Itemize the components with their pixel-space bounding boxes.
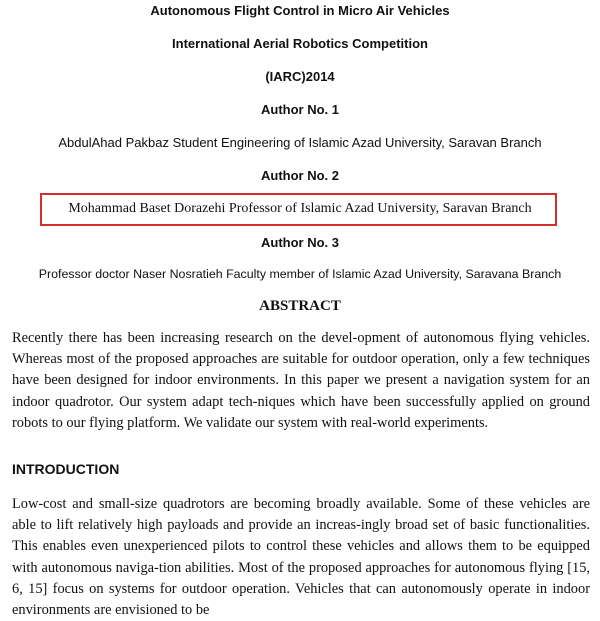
abstract-text: Recently there has been increasing research on the devel-opment of autonomous flying vehicles. Whereas most of the proposed approaches are suitable for outdoor operation, only a few techniques have been designed for indoor environments. In this paper we present a navigation system for an indoor quadrotor. Our system adapt tech-niques which have been successfully applied on ground robots to our flying platform. We validate our system with real-world experiments. bbox=[12, 330, 590, 431]
introduction-heading: INTRODUCTION bbox=[12, 461, 120, 477]
competition-year: (IARC)2014 bbox=[265, 69, 335, 84]
author-1-heading: Author No. 1 bbox=[261, 102, 339, 117]
abstract-heading: ABSTRACT bbox=[259, 298, 341, 314]
author-3-affiliation: Professor doctor Naser Nosratieh Faculty member of Islamic Azad University, Saravana Branch bbox=[38, 267, 562, 281]
paper-title: Autonomous Flight Control in Micro Air Vehicles bbox=[150, 3, 450, 18]
competition-name: International Aerial Robotics Competition bbox=[172, 36, 428, 51]
author-2-heading: Author No. 2 bbox=[261, 168, 339, 183]
author-3-heading: Author No. 3 bbox=[261, 235, 339, 250]
introduction-text: Low-cost and small-size quadrotors are becoming broadly available. Some of these vehicles are able to lift relatively high payloads and provide an increas-ingly broad set of basic functionalities. This enables even unexperienced pilots to control these vehicles and allows them to be equipped with autonomous naviga-tion abilities. Most of the proposed approaches for autonomous flying [15, 6, 15] focus on systems for outdoor operation. Vehicles that can autonomously operate in indoor environments are envisioned to be bbox=[12, 496, 590, 619]
author-1-affiliation: AbdulAhad Pakbaz Student Engineering of Islamic Azad University, Saravan Branch bbox=[58, 135, 542, 150]
author-2-affiliation: Mohammad Baset Dorazehi Professor of Islamic Azad University, Saravan Branch bbox=[68, 201, 532, 216]
